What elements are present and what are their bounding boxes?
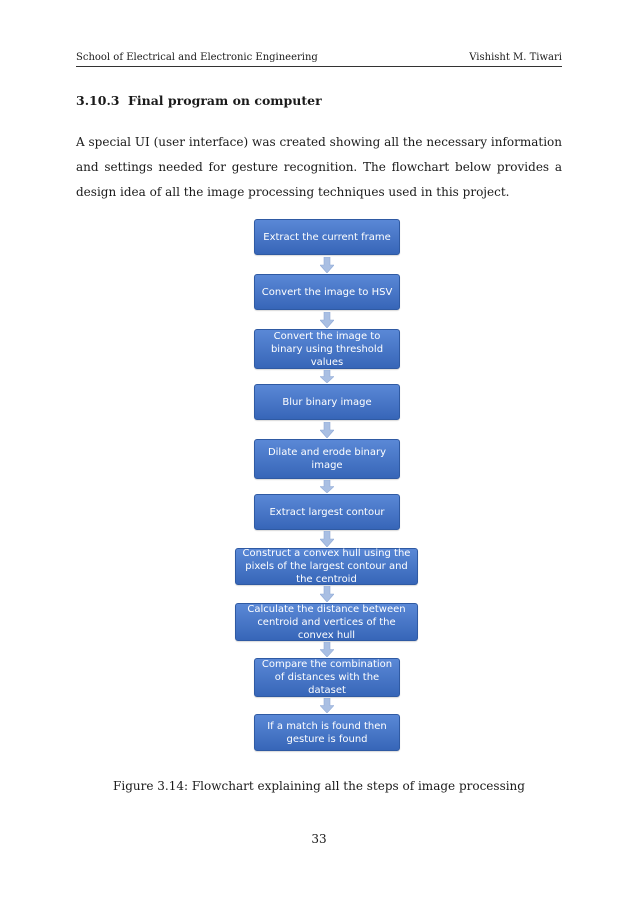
- down-arrow-icon: [320, 531, 334, 547]
- down-arrow-icon: [320, 257, 334, 273]
- body-paragraph: A special UI (user interface) was created showing all the necessary information and settings needed for gesture recognition. The flowchart below provides a design idea of all the image processing techniques used in this project.: [76, 135, 562, 199]
- running-header-right: Vishisht M. Tiwari: [469, 52, 562, 63]
- flowchart-step: Compare the combination of distances with the dataset: [254, 658, 400, 697]
- down-arrow-icon: [320, 586, 334, 602]
- flowchart-step: Extract largest contour: [254, 494, 400, 530]
- flowchart-step: Calculate the distance between centroid and vertices of the convex hull: [235, 603, 418, 641]
- flowchart-step: If a match is found then gesture is found: [254, 714, 400, 751]
- running-header-left: School of Electrical and Electronic Engineering: [76, 52, 318, 63]
- flowchart-step: Convert the image to binary using threshold values: [254, 329, 400, 369]
- section-number: 3.10.3: [76, 93, 120, 108]
- flowchart-step: Construct a convex hull using the pixels of the largest contour and the centroid: [235, 548, 418, 585]
- figure-caption: Figure 3.14: Flowchart explaining all the steps of image processing: [113, 779, 525, 793]
- page-number: 33: [311, 832, 327, 846]
- down-arrow-icon: [320, 312, 334, 328]
- down-arrow-icon: [320, 422, 334, 438]
- section-title: Final program on computer: [128, 93, 322, 108]
- down-arrow-icon: [320, 370, 334, 383]
- down-arrow-icon: [320, 698, 334, 713]
- flowchart-step: Extract the current frame: [254, 219, 400, 255]
- down-arrow-icon: [320, 480, 334, 493]
- flowchart-step: Blur binary image: [254, 384, 400, 420]
- flowchart-step: Dilate and erode binary image: [254, 439, 400, 479]
- flowchart-step: Convert the image to HSV: [254, 274, 400, 310]
- down-arrow-icon: [320, 642, 334, 657]
